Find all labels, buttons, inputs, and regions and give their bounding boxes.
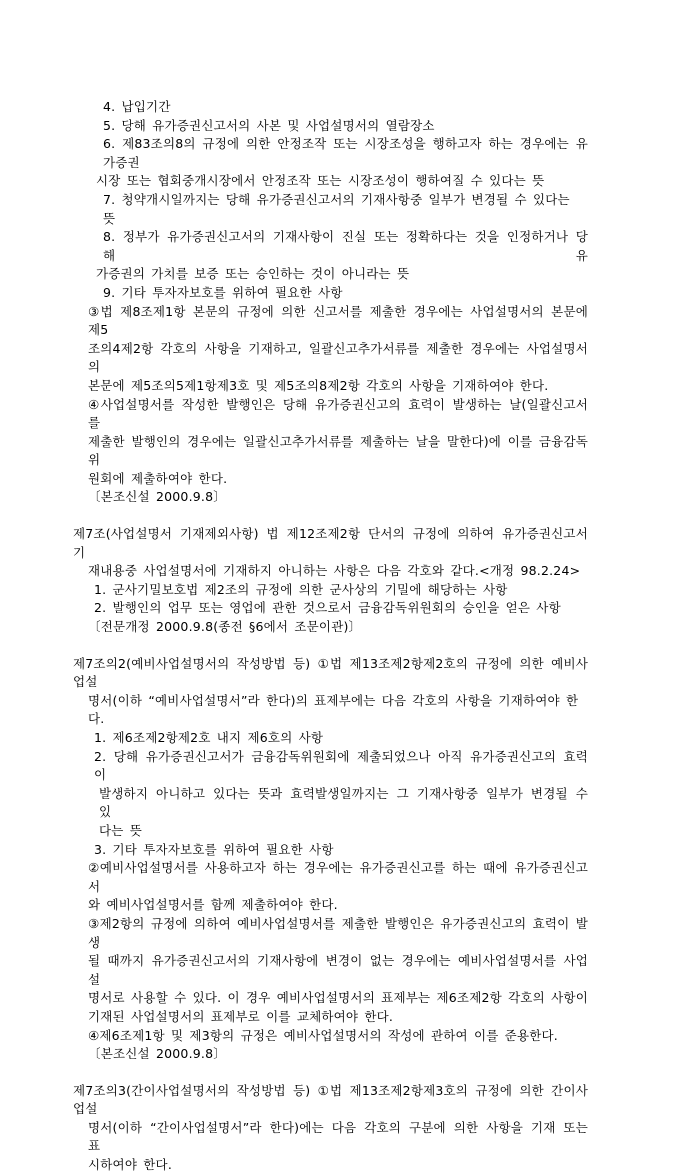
text-line: 재내용중 사업설명서에 기재하지 아니하는 사항은 다음 각호와 같다.<개정 98.2.24> <box>88 563 581 579</box>
text-line: 명서로 사용할 수 있다. 이 경우 예비사업설명서의 표제부는 제6조제2항 각호의 사항이 <box>88 990 588 1006</box>
text-line: ②예비사업설명서를 사용하고자 하는 경우에는 유가증권신고를 하는 때에 유가증권신고서 <box>88 860 588 894</box>
text-line: 제7조(사업설명서 기재제외사항) 법 제12조제2항 단서의 규정에 의하여 유가증권신고서 기 <box>73 526 588 560</box>
statute-text-body <box>73 98 588 1175</box>
text-line: 2. 발행인의 업무 또는 영업에 관한 것으로서 금융감독위원회의 승인을 얻은 사항 <box>94 600 561 616</box>
text-line: 9. 기타 투자자보호를 위하여 필요한 사항 <box>103 284 343 300</box>
text-line: 와 예비사업설명서를 함께 제출하여야 한다. <box>88 897 338 913</box>
section-continued-items <box>73 98 588 507</box>
text-line: 명서(이하 “예비사업설명서”라 한다)의 표제부에는 다음 각호의 사항을 기재하여야 한다. <box>88 692 579 727</box>
text-line: 〔본조신설 2000.9.8〕 <box>88 1046 226 1062</box>
text-line: 6. 제83조의8의 규정에 의한 안정조작 또는 시장조성을 행하고자 하는 경우에는 유가증권 <box>103 136 588 170</box>
section-article-7-3 <box>73 1082 588 1175</box>
text-line: 될 때까지 유가증권신고서의 기재사항에 변경이 없는 경우에는 예비사업설명서를 사업설 <box>88 953 588 987</box>
text-line: 시장 또는 협회중개시장에서 안정조작 또는 시장조성이 행하여질 수 있다는 뜻 <box>96 173 545 189</box>
text-line: 제7조의3(간이사업설명서의 작성방법 등) ①법 제13조제2항제3호의 규정에 의한 간이사업설 <box>73 1082 588 1117</box>
text-line: 5. 당해 유가증권신고서의 사본 및 사업설명서의 열람장소 <box>103 117 435 133</box>
text-line: 본문에 제5조의5제1항제3호 및 제5조의8제2항 각호의 사항을 기재하여야 한다. <box>88 377 549 393</box>
text-line: 7. 청약개시일까지는 당해 유가증권신고서의 기재사항중 일부가 변경될 수 있다는 뜻 <box>103 191 570 226</box>
text-line: 1. 군사기밀보호법 제2조의 규정에 의한 군사상의 기밀에 해당하는 사항 <box>94 581 508 597</box>
text-line: 제출한 발행인의 경우에는 일괄신고추가서류를 제출하는 날을 말한다)에 이를 금융감독위 <box>88 433 588 468</box>
text-line: 〔본조신설 2000.9.8〕 <box>88 489 226 505</box>
text-line: ④사업설명서를 작성한 발행인은 당해 유가증권신고의 효력이 발생하는 날(일괄신고서를 <box>88 396 588 431</box>
text-line: 1. 제6조제2항제2호 내지 제6호의 사항 <box>94 730 324 745</box>
text-line: 3. 기타 투자자보호를 위하여 필요한 사항 <box>94 841 334 857</box>
section-article-7 <box>73 525 588 637</box>
text-line: 원회에 제출하여야 한다. <box>88 470 228 486</box>
text-line: 시하여야 한다. <box>88 1157 172 1173</box>
text-line: 가증권의 가치를 보증 또는 승인하는 것이 아니라는 뜻 <box>96 266 410 282</box>
text-line: 다는 뜻 <box>99 822 142 838</box>
text-line: 명서(이하 “간이사업설명서”라 한다)에는 다음 각호의 구분에 의한 사항을 기재 또는 표 <box>88 1119 588 1154</box>
text-line: 제7조의2(예비사업설명서의 작성방법 등) ①법 제13조제2항제2호의 규정에 의한 예비사업설 <box>73 655 588 690</box>
text-line: 〔전문개정 2000.9.8(종전 §6에서 조문이관)〕 <box>88 619 362 635</box>
text-line: 기재된 사업설명서의 표제부로 이를 교체하여야 한다. <box>88 1008 394 1024</box>
text-line: 발생하지 아니하고 있다는 뜻과 효력발생일까지는 그 기재사항중 일부가 변경될 수 있 <box>99 785 588 820</box>
section-article-7-2 <box>73 655 588 1064</box>
text-line: 8. 정부가 유가증권신고서의 기재사항이 진실 또는 정확하다는 것을 인정하거나 당해 유 <box>103 229 588 263</box>
text-line: ④제6조제1항 및 제3항의 규정은 예비사업설명서의 작성에 관하여 이를 준용한다. <box>88 1027 558 1043</box>
text-line: 4. 납입기간 <box>103 99 171 114</box>
text-line: ③제2항의 규정에 의하여 예비사업설명서를 제출한 발행인은 유가증권신고의 효력이 발생 <box>88 915 588 950</box>
text-line: ③법 제8조제1항 본문의 규정에 의한 신고서를 제출한 경우에는 사업설명서의 본문에 제5 <box>88 303 588 338</box>
text-line: 조의4제2항 각호의 사항을 기재하고, 일괄신고추가서류를 제출한 경우에는 사업설명서의 <box>88 340 588 375</box>
text-line: 2. 당해 유가증권신고서가 금융감독위원회에 제출되었으나 아직 유가증권신고의 효력이 <box>94 748 588 783</box>
